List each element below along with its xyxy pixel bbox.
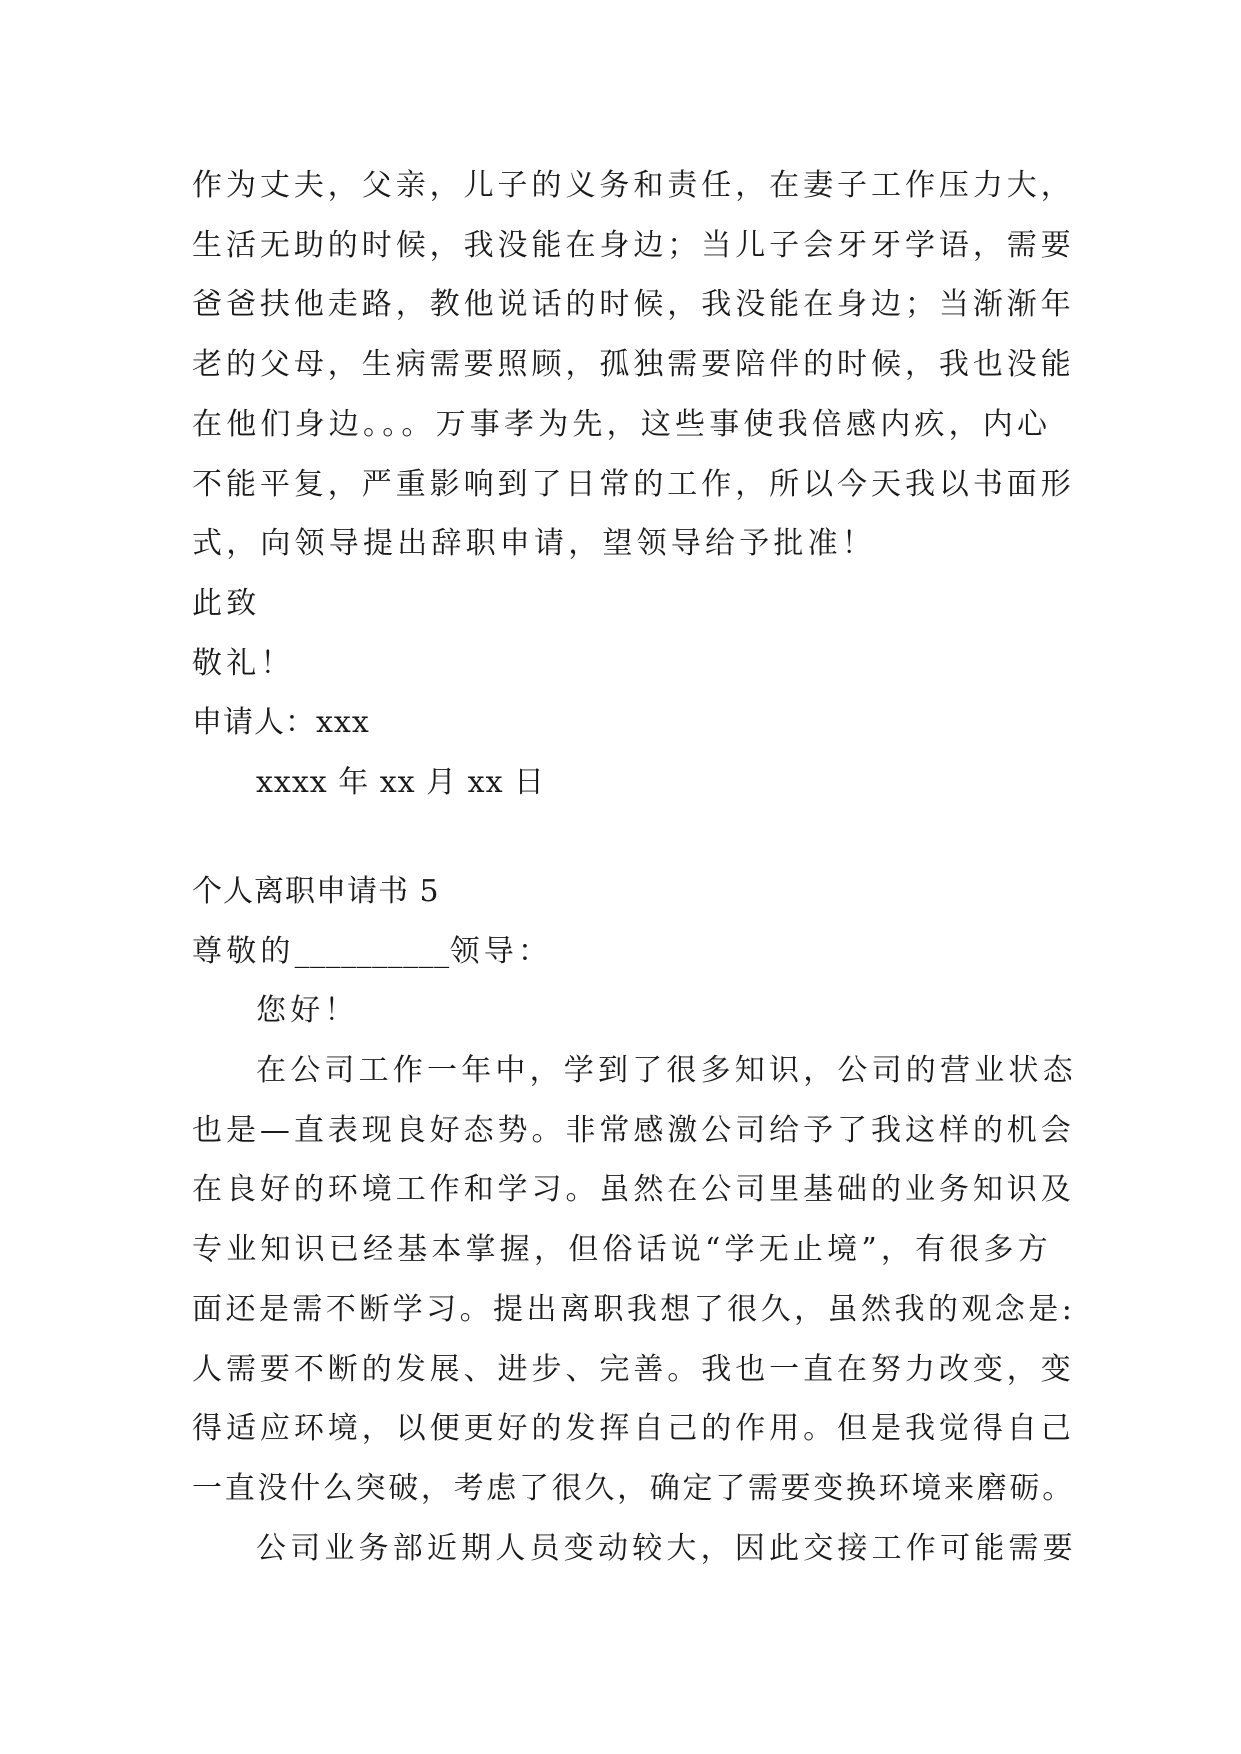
paragraph-line: 专业知识已经基本掌握，但俗话说“学无止境”，有很多方 xyxy=(192,1232,1052,1267)
paragraph-line: 在公司工作一年中，学到了很多知识，公司的营业状态 xyxy=(256,1053,1077,1088)
paragraph-line: 在良好的环境工作和学习。虽然在公司里基础的业务知识及 xyxy=(192,1172,1075,1207)
greeting: 您好！ xyxy=(256,993,359,1028)
body-line: 作为丈夫，父亲，儿子的义务和责任，在妻子工作压力大， xyxy=(192,168,1075,203)
body-line: 老的父母，生病需要照顾，孤独需要陪伴的时候，我也没能 xyxy=(192,347,1075,382)
body-line: 在他们身边。。。万事孝为先，这些事使我倍感内疚，内心 xyxy=(192,407,1052,442)
body-line: 生活无助的时候，我没能在身边；当儿子会牙牙学语，需要 xyxy=(192,228,1075,263)
body-line: 式，向领导提出辞职申请，望领导给予批准！ xyxy=(192,526,876,561)
salute-text: 敬礼！ xyxy=(192,646,295,681)
paragraph-line: 一直没什么突破，考虑了很久，确定了需要变换环境来磨砺。 xyxy=(192,1471,1075,1506)
body-line: 不能平复，严重影响到了日常的工作，所以今天我以书面形 xyxy=(192,467,1075,502)
signature-date: xxxx 年 xx 月 xx 日 xyxy=(256,765,546,800)
salutation xyxy=(192,932,552,972)
paragraph-line: 人需要不断的发展、进步、完善。我也一直在努力改变，变 xyxy=(192,1352,1075,1387)
paragraph-line: 得适应环境，以便更好的发挥自己的作用。但是我觉得自己 xyxy=(192,1411,1075,1446)
salutation-prefix: 尊敬的 xyxy=(192,934,295,969)
salutation-suffix: 领导： xyxy=(449,934,553,969)
body-line: 爸爸扶他走路，教他说话的时候，我没能在身边；当渐渐年 xyxy=(192,287,1075,322)
letter-title: 个人离职申请书 5 xyxy=(192,874,440,909)
salutation-blank: __________ xyxy=(294,934,450,969)
paragraph-line: 面还是需不断学习。提出离职我想了很久，虽然我的观念是: xyxy=(192,1292,1076,1327)
paragraph-line: 也是—直表现良好态势。非常感激公司给予了我这样的机会 xyxy=(192,1113,1075,1148)
paragraph-line: 公司业务部近期人员变动较大，因此交接工作可能需要 xyxy=(256,1531,1077,1566)
applicant-signature: 申请人：xxx xyxy=(192,705,370,740)
closing-text: 此致 xyxy=(192,586,261,621)
